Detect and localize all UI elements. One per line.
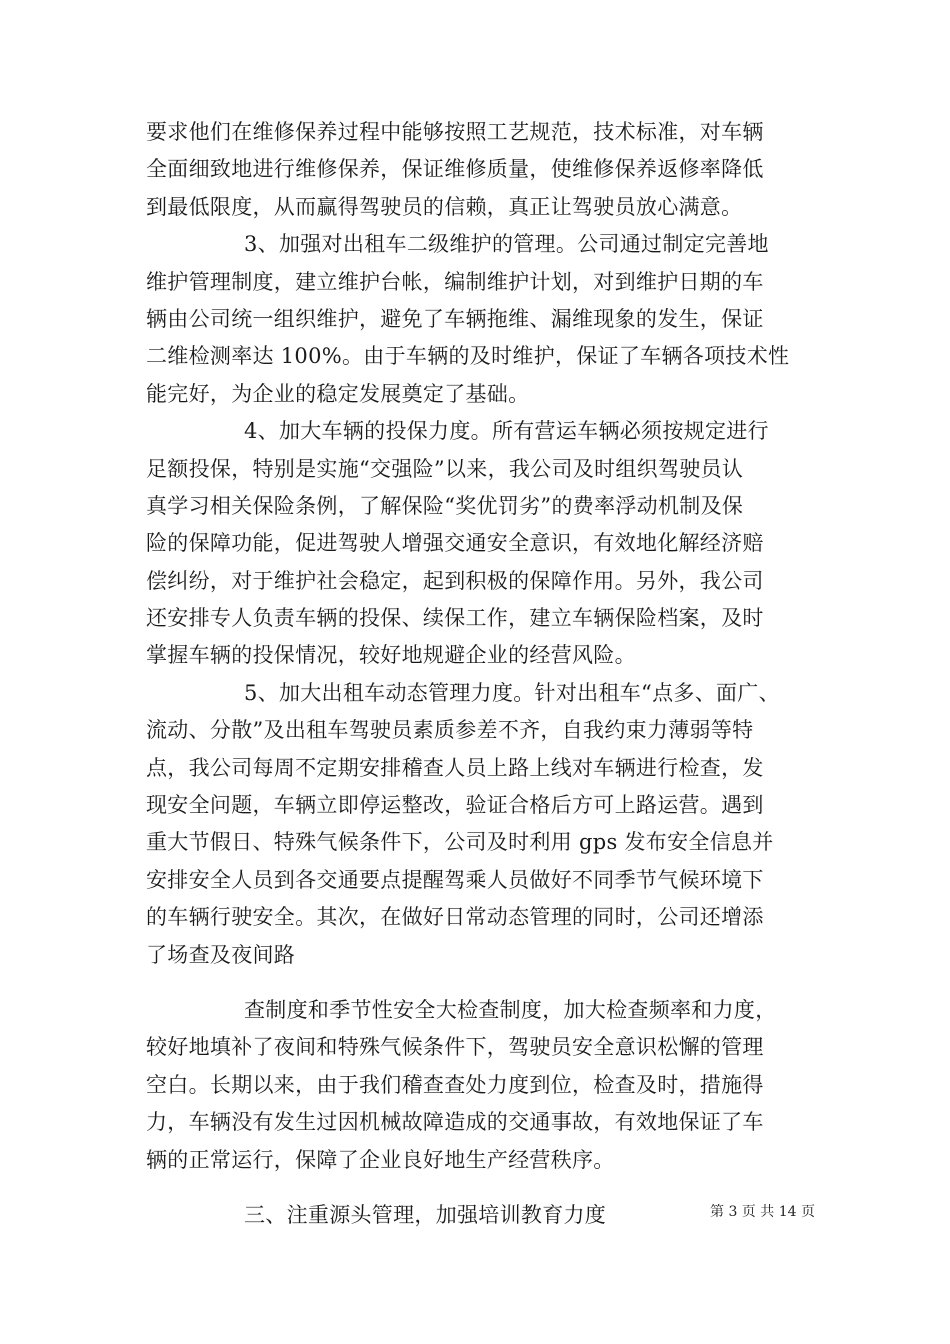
text-line: 重大节假日、特殊气候条件下，公司及时利用 gps 发布安全信息并 (146, 830, 774, 855)
paragraph-3-heading-line: 3、加强对出租车二级维护的管理。公司通过制定完善地 (244, 232, 769, 257)
text-line: 力，车辆没有发生过因机械故障造成的交通事故，有效地保证了车 (146, 1110, 764, 1135)
paragraph-5-heading-line: 5、加大出租车动态管理力度。针对出租车“点多、面广、 (244, 680, 780, 705)
text-line: 足额投保，特别是实施“交强险”以来，我公司及时组织驾驶员认 (146, 456, 744, 481)
text-line: 辆由公司统一组织维护，避免了车辆拖维、漏维现象的发生，保证 (146, 306, 764, 331)
text-line: 真学习相关保险条例，了解保险“奖优罚劣”的费率浮动机制及保 (146, 493, 744, 518)
page-number-footer: 第 3 页 共 14 页 (710, 1204, 815, 1220)
text-line: 空白。长期以来，由于我们稽查查处力度到位，检查及时，措施得 (146, 1072, 764, 1097)
text-line: 偿纠纷，对于维护社会稳定，起到积极的保障作用。另外，我公司 (146, 568, 764, 593)
text-line: 要求他们在维修保养过程中能够按照工艺规范，技术标准，对车辆 (146, 120, 764, 144)
text-line: 点，我公司每周不定期安排稽查人员上路上线对车辆进行检查，发 (146, 755, 764, 780)
text-line: 辆的正常运行，保障了企业良好地生产经营秩序。 (146, 1147, 615, 1172)
text-line: 流动、分散”及出租车驾驶员素质参差不齐，自我约束力薄弱等特 (146, 718, 754, 743)
text-line: 查制度和季节性安全大检查制度，加大检查频率和力度， (244, 997, 777, 1022)
text-line: 二维检测率达 100%。由于车辆的及时维护，保证了车辆各项技术性 (146, 344, 790, 369)
paragraph-gap (146, 974, 806, 992)
section-heading: 三、注重源头管理，加强培训教育力度 (244, 1202, 607, 1227)
text-line: 了场查及夜间路 (146, 942, 296, 967)
text-line: 较好地填补了夜间和特殊气候条件下，驾驶员安全意识松懈的管理 (146, 1035, 764, 1060)
body-text (146, 114, 806, 1234)
text-line: 到最低限度，从而赢得驾驶员的信赖，真正让驾驶员放心满意。 (146, 194, 743, 219)
paragraph-4-heading-line: 4、加大车辆的投保力度。所有营运车辆必须按规定进行 (244, 419, 769, 444)
paragraph-gap (146, 1179, 806, 1197)
text-line: 维护管理制度，建立维护台帐，编制维护计划，对到维护日期的车 (146, 269, 764, 294)
text-line: 安排安全人员到各交通要点提醒驾乘人员做好不同季节气候环境下 (146, 867, 764, 892)
text-line: 全面细致地进行维修保养，保证维修质量，使维修保养返修率降低 (146, 157, 764, 182)
text-line: 险的保障功能，促进驾驶人增强交通安全意识，有效地化解经济赔 (146, 531, 764, 556)
text-line: 掌握车辆的投保情况，较好地规避企业的经营风险。 (146, 643, 636, 668)
text-line: 现安全问题，车辆立即停运整改，验证合格后方可上路运营。遇到 (146, 793, 764, 818)
text-line: 的车辆行驶安全。其次，在做好日常动态管理的同时，公司还增添 (146, 905, 764, 930)
text-line: 能完好，为企业的稳定发展奠定了基础。 (146, 381, 530, 406)
text-line: 还安排专人负责车辆的投保、续保工作，建立车辆保险档案，及时 (146, 606, 764, 631)
